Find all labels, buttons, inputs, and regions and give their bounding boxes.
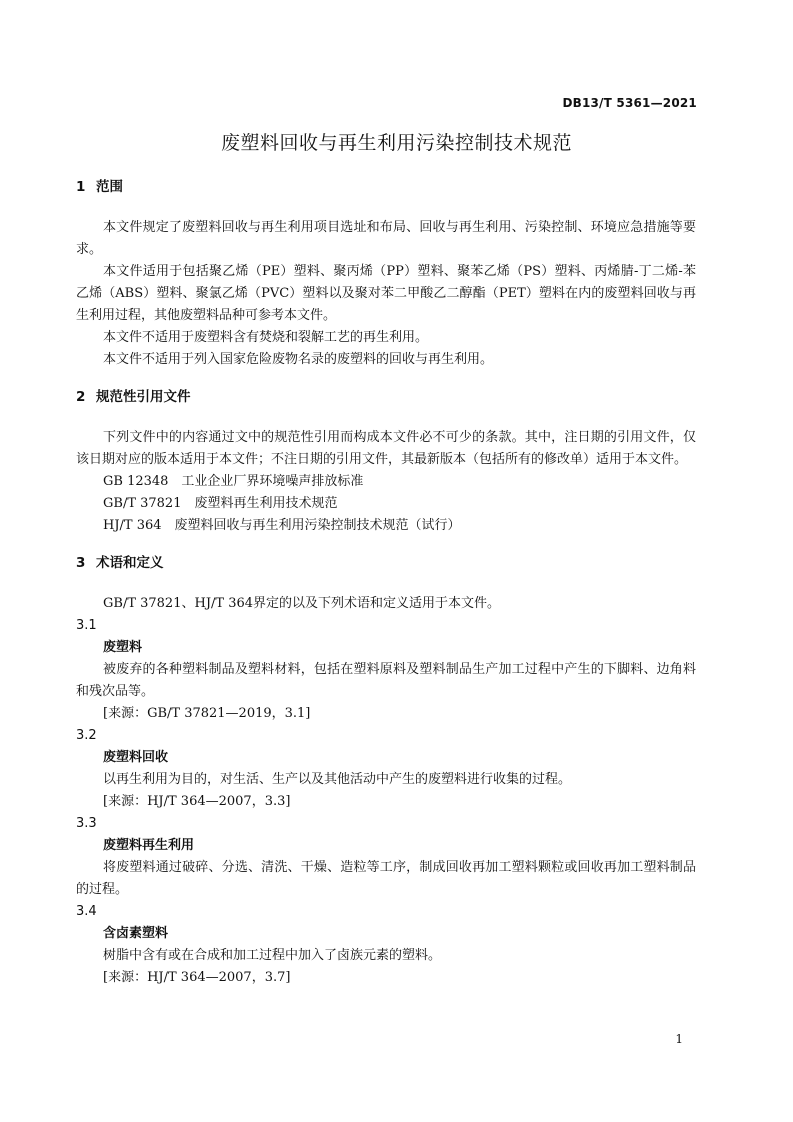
term-entry bbox=[76, 813, 696, 901]
reference-item: HJ/T 364 废塑料回收与再生利用污染控制技术规范（试行） bbox=[103, 518, 461, 533]
term-definition: 以再生利用为目的，对生活、生产以及其他活动中产生的废塑料进行收集的过程。 bbox=[103, 772, 572, 787]
paragraph: 本文件适用于包括聚乙烯（PE）塑料、聚丙烯（PP）塑料、聚苯乙烯（PS）塑料、丙烯腈-丁二烯-苯乙烯（ABS）塑料、聚氯乙烯（PVC）塑料以及聚对苯二甲酸乙二醇酯（PET）塑料在内的废塑料回收与再生利用过程，其他废塑料品种可参考本文件。 bbox=[76, 264, 696, 323]
term-name: 废塑料 bbox=[103, 640, 143, 655]
term-definition: 被废弃的各种塑料制品及塑料材料，包括在塑料原料及塑料制品生产加工过程中产生的下脚料、边角料和残次品等。 bbox=[76, 662, 696, 699]
section-heading bbox=[76, 553, 696, 574]
paragraph: 本文件不适用于列入国家危险废物名录的废塑料的回收与再生利用。 bbox=[103, 352, 494, 367]
paragraph: GB/T 37821、HJ/T 364界定的以及下列术语和定义适用于本文件。 bbox=[103, 596, 501, 611]
paragraph: 本文件不适用于废塑料含有焚烧和裂解工艺的再生利用。 bbox=[103, 330, 429, 345]
document-title: 废塑料回收与再生利用污染控制技术规范 bbox=[220, 132, 572, 154]
term-entry bbox=[76, 725, 696, 813]
term-definition: 树脂中含有或在合成和加工过程中加入了卤族元素的塑料。 bbox=[103, 948, 442, 963]
paragraph: 本文件规定了废塑料回收与再生利用项目选址和布局、回收与再生利用、污染控制、环境应急措施等要求。 bbox=[76, 220, 696, 257]
section-number: 1 bbox=[76, 179, 86, 195]
section-number: 2 bbox=[76, 389, 86, 405]
term-source: [来源：GB/T 37821—2019，3.1] bbox=[103, 706, 311, 721]
section-heading bbox=[76, 177, 696, 198]
term-name: 含卤素塑料 bbox=[103, 926, 169, 941]
reference-item: GB 12348 工业企业厂界环境噪声排放标准 bbox=[103, 474, 364, 489]
page-number: 1 bbox=[675, 1032, 683, 1046]
section-title: 范围 bbox=[96, 179, 123, 195]
section-scope bbox=[76, 177, 696, 371]
section-normative-references bbox=[76, 387, 696, 537]
term-number: 3.4 bbox=[76, 904, 97, 919]
standard-code: DB13/T 5361—2021 bbox=[562, 96, 697, 110]
term-number: 3.1 bbox=[76, 618, 97, 633]
term-number: 3.2 bbox=[76, 728, 97, 743]
term-entry bbox=[76, 615, 696, 725]
term-definition: 将废塑料通过破碎、分选、清洗、干燥、造粒等工序，制成回收再加工塑料颗粒或回收再加工塑料制品的过程。 bbox=[76, 860, 696, 897]
term-source: [来源：HJ/T 364—2007，3.7] bbox=[103, 970, 291, 985]
term-name: 废塑料再生利用 bbox=[103, 838, 195, 853]
term-number: 3.3 bbox=[76, 816, 97, 831]
section-title: 术语和定义 bbox=[96, 555, 164, 571]
section-heading bbox=[76, 387, 696, 408]
section-title: 规范性引用文件 bbox=[96, 389, 191, 405]
section-number: 3 bbox=[76, 555, 86, 571]
reference-item: GB/T 37821 废塑料再生利用技术规范 bbox=[103, 496, 338, 511]
document-body bbox=[76, 177, 696, 1005]
paragraph: 下列文件中的内容通过文中的规范性引用而构成本文件必不可少的条款。其中，注日期的引用文件，仅该日期对应的版本适用于本文件；不注日期的引用文件，其最新版本（包括所有的修改单）适用于本文件。 bbox=[76, 430, 696, 467]
term-name: 废塑料回收 bbox=[103, 750, 169, 765]
section-terms-definitions bbox=[76, 553, 696, 989]
term-source: [来源：HJ/T 364—2007，3.3] bbox=[103, 794, 291, 809]
term-entry bbox=[76, 901, 696, 989]
